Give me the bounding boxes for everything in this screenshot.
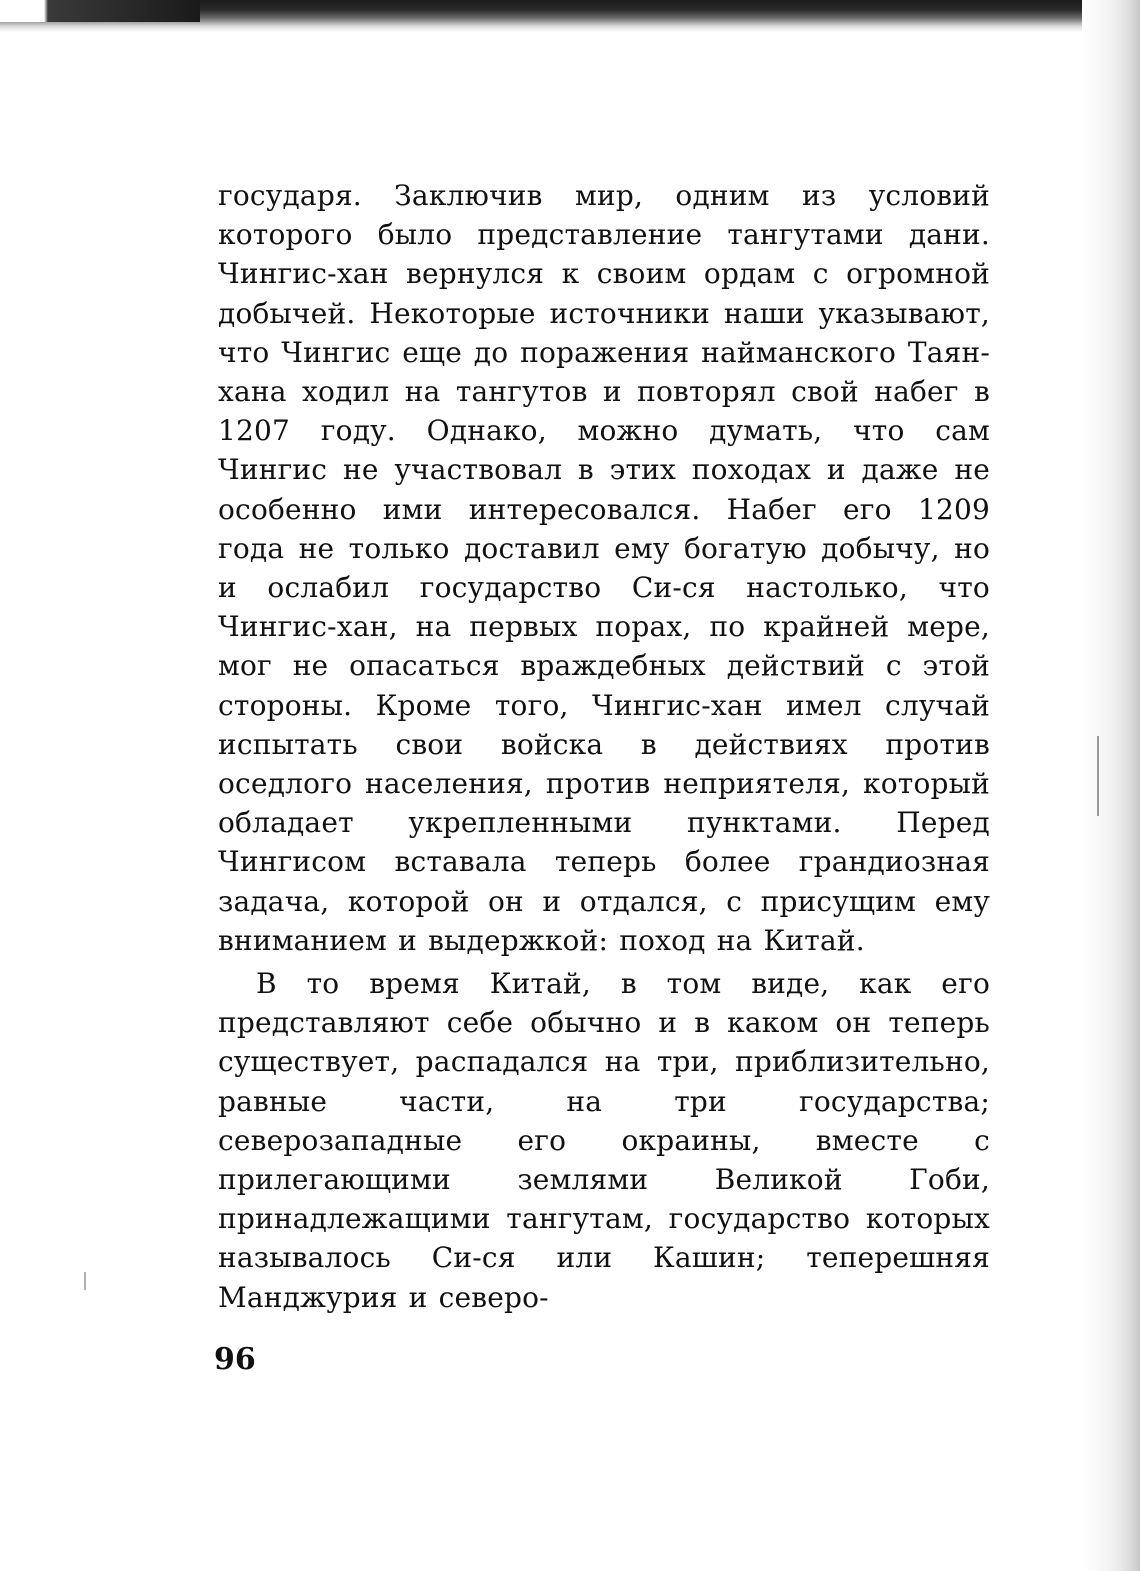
- scan-fold-line: [1097, 736, 1099, 816]
- paragraph-2: В то время Китай, в том виде, как его представляют себе обычно и в каком он теперь существует, распадался на три, приблизительно, равные части, на три государства; северозападные его окраины, вместе с прилегающими землями Великой Гоби, принадлежащими тангутам, государство которых называлось Си-ся или Кашин; теперешняя Манджурия и северо-: [218, 967, 990, 1314]
- scan-speck: [84, 1272, 86, 1290]
- page-body: [218, 176, 990, 1317]
- scan-right-edge: [1082, 0, 1140, 1571]
- paragraph-1: государя. Заключив мир, одним из условий которого было представление тангутами дани. Чингис-хан вернулся к своим ордам с огромной добычей. Некоторые источники наши указывают, что Чингис еще до поражения найманского Таян-хана ходил на тангутов и повторял свой набег в 1207 году. Однако, можно думать, что сам Чингис не участвовал в этих походах и даже не особенно ими интересовался. Набег его 1209 года не только доставил ему богатую добычу, но и ослабил государство Си-ся настолько, что Чингис-хан, на первых порах, по крайней мере, мог не опасаться враждебных действий с этой стороны. Кроме того, Чингис-хан имел случай испытать свои войска в действиях против оседлого населения, против неприятеля, который обладает укрепленными пунктами. Перед Чингисом вставала теперь более грандиозная задача, которой он и отдался, с присущим ему вниманием и выдержкой: поход на Китай.: [218, 179, 990, 957]
- scan-top-edge: [0, 0, 200, 22]
- page-number: 96: [214, 1342, 256, 1377]
